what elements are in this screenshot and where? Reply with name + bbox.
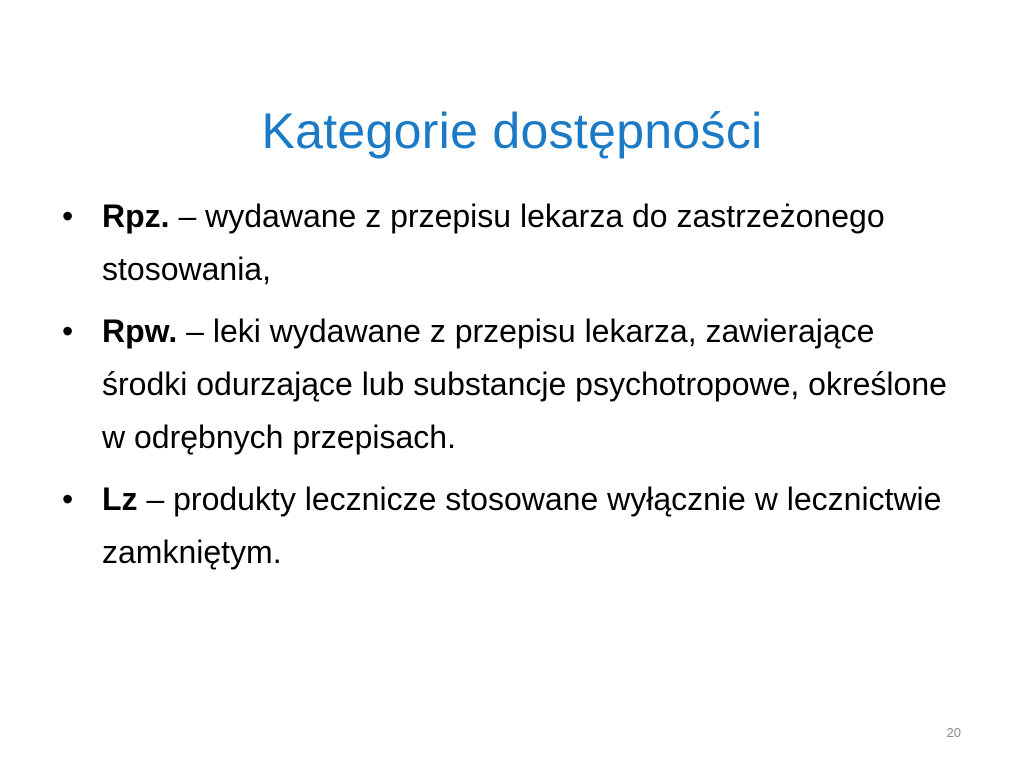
slide-title: Kategorie dostępności bbox=[261, 102, 763, 159]
bullet-term: Rpz. bbox=[102, 198, 170, 234]
bullet-icon: • bbox=[62, 481, 74, 517]
bullet-text: – produkty lecznicze stosowane wyłącznie w lecznictwie zamkniętym. bbox=[102, 481, 942, 570]
slide-number: 20 bbox=[946, 725, 961, 740]
bullet-item-rpw bbox=[62, 305, 962, 464]
bullet-term: Rpw. bbox=[102, 313, 178, 349]
bullet-text: – wydawane z przepisu lekarza do zastrzeżonego stosowania, bbox=[102, 198, 885, 287]
bullet-item-lz bbox=[62, 473, 962, 579]
bullet-item-rpz bbox=[62, 190, 962, 296]
bullet-text: – leki wydawane z przepisu lekarza, zawierające środki odurzające lub substancje psychotropowe, określone w odrębnych przepisach. bbox=[102, 313, 947, 455]
bullet-term: Lz bbox=[102, 481, 138, 517]
bullet-icon: • bbox=[62, 313, 74, 349]
bullet-list bbox=[62, 190, 962, 588]
bullet-icon: • bbox=[62, 198, 74, 234]
